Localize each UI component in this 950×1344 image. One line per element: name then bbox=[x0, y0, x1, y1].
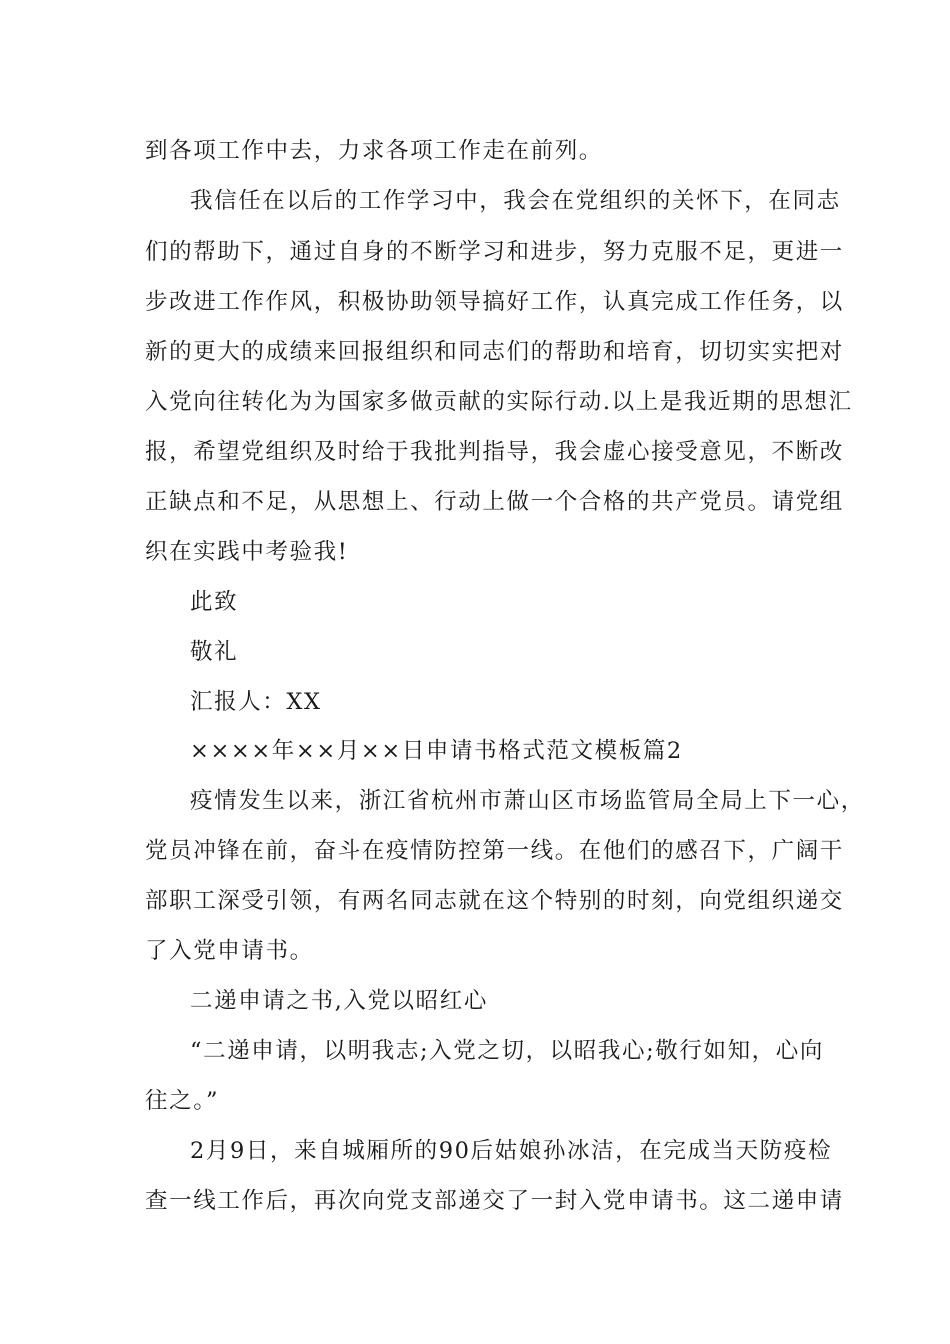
closing-salutation: 此致 bbox=[190, 589, 239, 615]
section-heading: ××××年××月××日申请书格式范文模板篇2 bbox=[190, 738, 683, 764]
text-line: 我信任在以后的工作学习中，我会在党组织的关怀下，在同志 bbox=[190, 188, 841, 214]
text-line: 疫情发生以来，浙江省杭州市萧山区市场监管局全局上下一心， bbox=[190, 788, 865, 814]
text-line: 了入党申请书。 bbox=[145, 938, 314, 964]
text-line: 2月9日，来自城厢所的90后姑娘孙冰洁，在完成当天防疫检 bbox=[190, 1138, 833, 1164]
quote-line: “二递申请，以明我志;入党之切，以昭我心;敬行如知，心向 bbox=[190, 1038, 824, 1064]
text-line: 报，希望党组织及时给于我批判指导，我会虚心接受意见，不断改 bbox=[145, 439, 844, 465]
closing-regards: 敬礼 bbox=[190, 639, 239, 665]
quote-line: 往之。” bbox=[145, 1088, 220, 1114]
text-line: 织在实践中考验我! bbox=[145, 539, 349, 565]
text-line: 步改进工作作风，积极协助领导搞好工作，认真完成工作任务，以 bbox=[145, 289, 844, 315]
text-line: 们的帮助下，通过自身的不断学习和进步，努力克服不足，更进一 bbox=[145, 239, 844, 265]
text-line: 正缺点和不足，从思想上、行动上做一个合格的共产党员。请党组 bbox=[145, 489, 844, 515]
text-line: 党员冲锋在前，奋斗在疫情防控第一线。在他们的感召下，广阔干 bbox=[145, 838, 844, 864]
text-line: 查一线工作后，再次向党支部递交了一封入党申请书。这二递申请 bbox=[145, 1188, 844, 1214]
text-line: 入党向往转化为为国家多做贡献的实际行动.以上是我近期的思想汇 bbox=[145, 389, 853, 415]
reporter-signature: 汇报人：XX bbox=[190, 689, 322, 715]
text-line: 部职工深受引领，有两名同志就在这个特别的时刻，向党组织递交 bbox=[145, 888, 844, 914]
text-line: 新的更大的成绩来回报组织和同志们的帮助和培育，切切实实把对 bbox=[145, 339, 844, 365]
subheading: 二递申请之书,入党以昭红心 bbox=[190, 988, 488, 1014]
text-line: 到各项工作中去，力求各项工作走在前列。 bbox=[145, 138, 603, 164]
